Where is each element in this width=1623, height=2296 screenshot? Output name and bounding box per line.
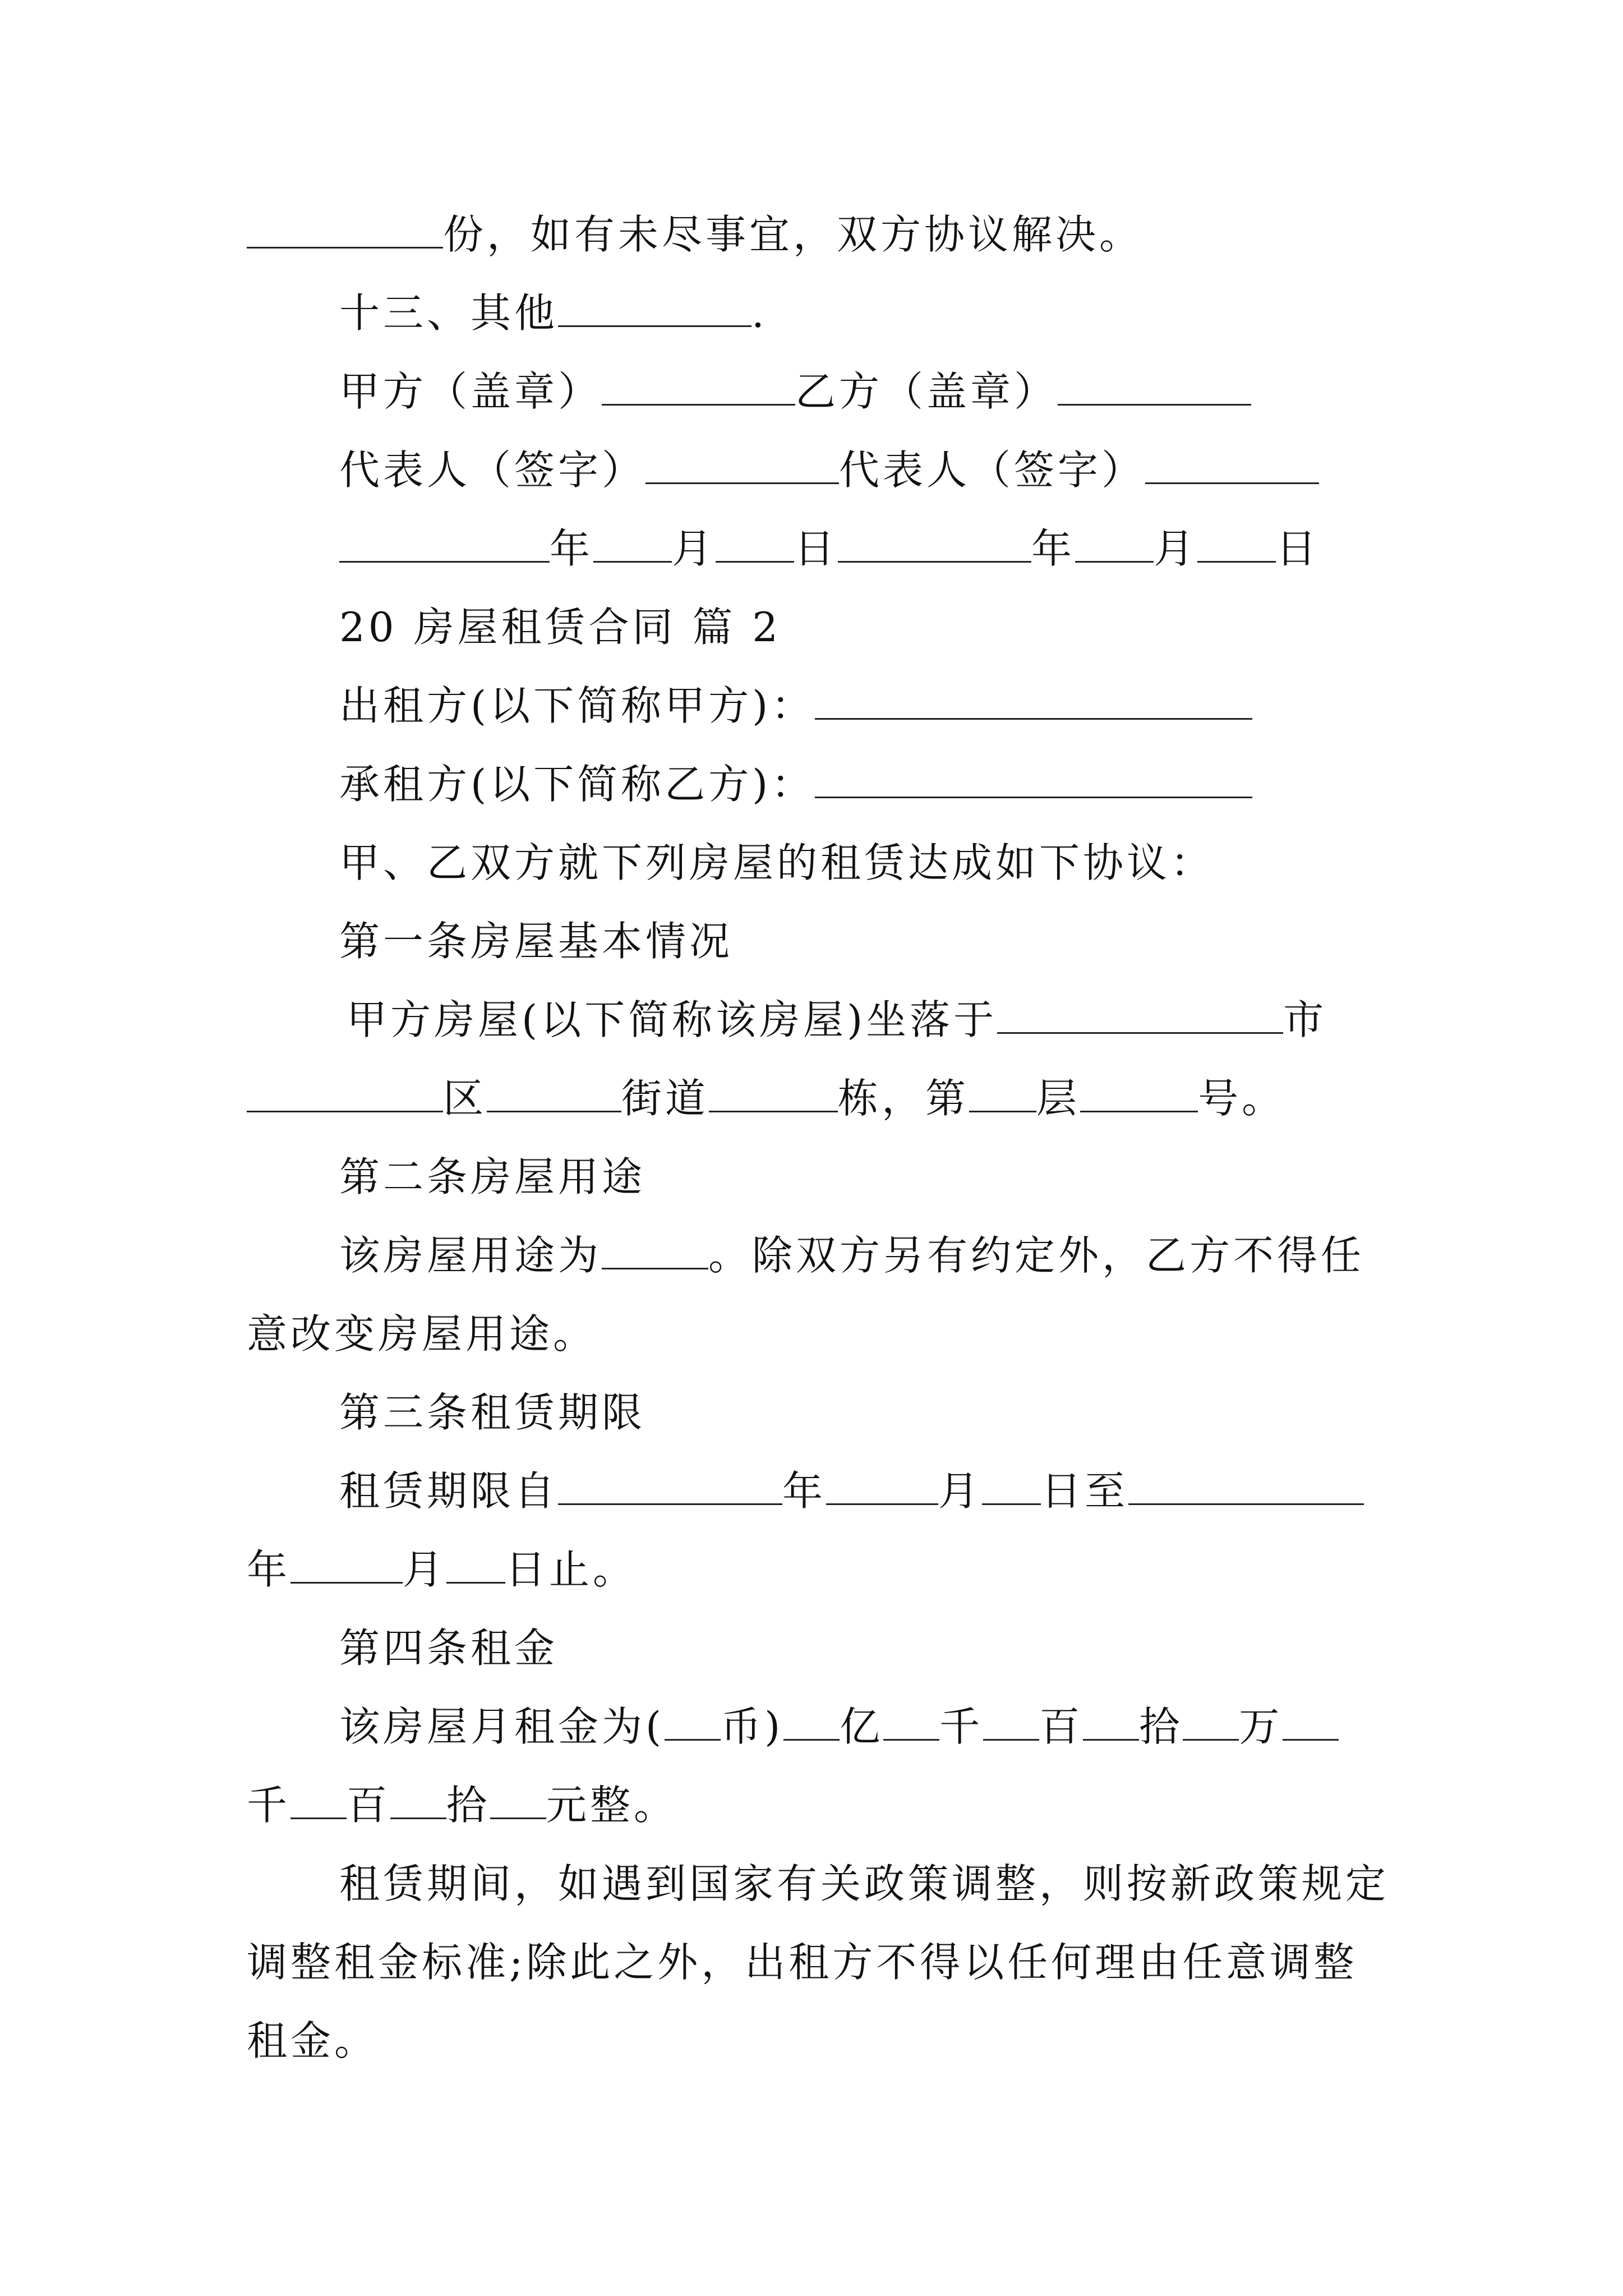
fill-blank[interactable] bbox=[558, 291, 751, 327]
lessor-blank[interactable] bbox=[815, 683, 1252, 720]
text: 万 bbox=[1239, 1703, 1283, 1750]
article-2-body bbox=[339, 1228, 1364, 1282]
fill-blank[interactable] bbox=[982, 1469, 1041, 1505]
fill-blank[interactable] bbox=[838, 526, 1031, 563]
text: 年 bbox=[247, 1546, 291, 1593]
article-4-title: 第四条租金 bbox=[339, 1625, 559, 1672]
text: 日 bbox=[1276, 525, 1320, 572]
article-1-title: 第一条房屋基本情况 bbox=[339, 918, 734, 965]
text: 年 bbox=[550, 525, 594, 572]
rent-amount-cont bbox=[247, 1778, 677, 1832]
text: 份，如有未尽事宜，双方协议解决。 bbox=[443, 211, 1144, 258]
party-b-rep-label: 代表人（签字） bbox=[839, 447, 1146, 494]
text: 区 bbox=[443, 1075, 487, 1122]
fill-blank[interactable] bbox=[390, 1783, 446, 1819]
fill-blank[interactable] bbox=[983, 1704, 1039, 1741]
fill-blank[interactable] bbox=[1080, 1076, 1198, 1112]
fill-blank[interactable] bbox=[716, 526, 794, 563]
line-lessee bbox=[339, 757, 1252, 811]
text: 日止。 bbox=[505, 1546, 637, 1593]
article-3-title: 第三条租赁期限 bbox=[339, 1389, 646, 1436]
text: 月 bbox=[672, 525, 716, 572]
text: 租赁期限自 bbox=[339, 1467, 559, 1515]
article-3-body bbox=[339, 1464, 1364, 1518]
party-b-seal-blank[interactable] bbox=[1058, 369, 1251, 406]
text: 元整。 bbox=[546, 1782, 678, 1829]
text: 月 bbox=[1154, 525, 1198, 572]
lessor-label: 出租方(以下简称甲方)： bbox=[339, 682, 815, 729]
fill-blank[interactable] bbox=[291, 1547, 403, 1584]
text: 栋，第 bbox=[838, 1075, 970, 1122]
text: 千 bbox=[939, 1703, 984, 1750]
text: 百 bbox=[347, 1782, 391, 1829]
fill-blank[interactable] bbox=[1083, 1704, 1139, 1741]
line-seal bbox=[339, 365, 1251, 418]
fill-blank[interactable] bbox=[1075, 526, 1154, 563]
rent-adjust-p2: 调整租金标准;除此之外，出租方不得以任何理由任意调整 bbox=[247, 1939, 1358, 1986]
text: 街道 bbox=[621, 1075, 709, 1122]
fill-blank[interactable] bbox=[602, 1233, 708, 1269]
rent-amount bbox=[339, 1700, 1339, 1754]
fill-blank[interactable] bbox=[783, 1704, 840, 1741]
fill-blank[interactable] bbox=[487, 1076, 621, 1112]
article-2-body-cont: 意改变房屋用途。 bbox=[247, 1310, 597, 1358]
fill-blank[interactable] bbox=[247, 1076, 443, 1112]
fill-blank[interactable] bbox=[339, 526, 550, 563]
fill-blank[interactable] bbox=[883, 1704, 939, 1741]
article-1-address bbox=[247, 1071, 1285, 1125]
fill-blank[interactable] bbox=[490, 1783, 546, 1819]
party-a-rep-blank[interactable] bbox=[645, 448, 839, 484]
text: 日至 bbox=[1041, 1467, 1129, 1515]
article-2-title: 第二条房屋用途 bbox=[339, 1153, 646, 1200]
text: 百 bbox=[1039, 1703, 1083, 1750]
fill-blank[interactable] bbox=[247, 212, 443, 249]
line-qita bbox=[339, 286, 768, 340]
party-b-rep-blank[interactable] bbox=[1145, 448, 1319, 484]
fill-blank[interactable] bbox=[1283, 1704, 1339, 1741]
text: 日 bbox=[794, 525, 838, 572]
section-heading: 20 房屋租赁合同 篇 2 bbox=[339, 604, 782, 651]
article-3-body-cont bbox=[247, 1543, 637, 1596]
text: 年 bbox=[782, 1467, 827, 1515]
text: 币) bbox=[721, 1703, 784, 1750]
fill-blank[interactable] bbox=[1197, 526, 1276, 563]
agreement-intro: 甲、乙双方就下列房屋的租赁达成如下协议： bbox=[339, 839, 1215, 886]
rent-adjust-p3: 租金。 bbox=[247, 2017, 379, 2064]
rent-adjust-p1: 租赁期间，如遇到国家有关政策调整，则按新政策规定 bbox=[339, 1860, 1390, 1907]
text: 。除双方另有约定外，乙方不得任 bbox=[708, 1232, 1365, 1279]
fill-blank[interactable] bbox=[1128, 1469, 1364, 1505]
fill-blank[interactable] bbox=[826, 1469, 938, 1505]
text: 年 bbox=[1031, 525, 1076, 572]
fill-blank[interactable] bbox=[997, 997, 1283, 1034]
fill-blank[interactable] bbox=[291, 1783, 347, 1819]
text: 拾 bbox=[1139, 1703, 1183, 1750]
line-dates bbox=[339, 522, 1320, 576]
line-fen bbox=[247, 208, 1143, 261]
article-1-location bbox=[347, 993, 1327, 1047]
fill-blank[interactable] bbox=[709, 1076, 838, 1112]
fill-blank[interactable] bbox=[446, 1547, 505, 1584]
line-signature bbox=[339, 443, 1319, 497]
party-b-seal-label: 乙方（盖章） bbox=[795, 368, 1058, 415]
fill-blank[interactable] bbox=[558, 1469, 782, 1505]
text: 层 bbox=[1036, 1075, 1081, 1122]
party-a-rep-label: 代表人（签字） bbox=[339, 447, 646, 494]
text: 千 bbox=[247, 1782, 291, 1829]
lessee-label: 承租方(以下简称乙方)： bbox=[339, 761, 815, 808]
text: 亿 bbox=[840, 1703, 884, 1750]
text: 该房屋用途为 bbox=[339, 1232, 602, 1279]
text: 月 bbox=[938, 1467, 983, 1515]
text: 十三、其他 bbox=[339, 289, 559, 337]
party-a-seal-blank[interactable] bbox=[602, 369, 795, 406]
text: 甲方房屋(以下简称该房屋)坐落于 bbox=[347, 996, 998, 1043]
fill-blank[interactable] bbox=[665, 1704, 721, 1741]
fill-blank[interactable] bbox=[1183, 1704, 1239, 1741]
text: 该房屋月租金为( bbox=[339, 1703, 665, 1750]
lessee-blank[interactable] bbox=[815, 762, 1252, 798]
fill-blank[interactable] bbox=[593, 526, 672, 563]
text: 号。 bbox=[1198, 1075, 1286, 1122]
line-lessor bbox=[339, 679, 1252, 733]
text: 拾 bbox=[446, 1782, 491, 1829]
text: . bbox=[751, 289, 768, 337]
text: 市 bbox=[1283, 996, 1327, 1043]
fill-blank[interactable] bbox=[969, 1076, 1036, 1112]
party-a-seal-label: 甲方（盖章） bbox=[339, 368, 602, 415]
text: 月 bbox=[403, 1546, 447, 1593]
